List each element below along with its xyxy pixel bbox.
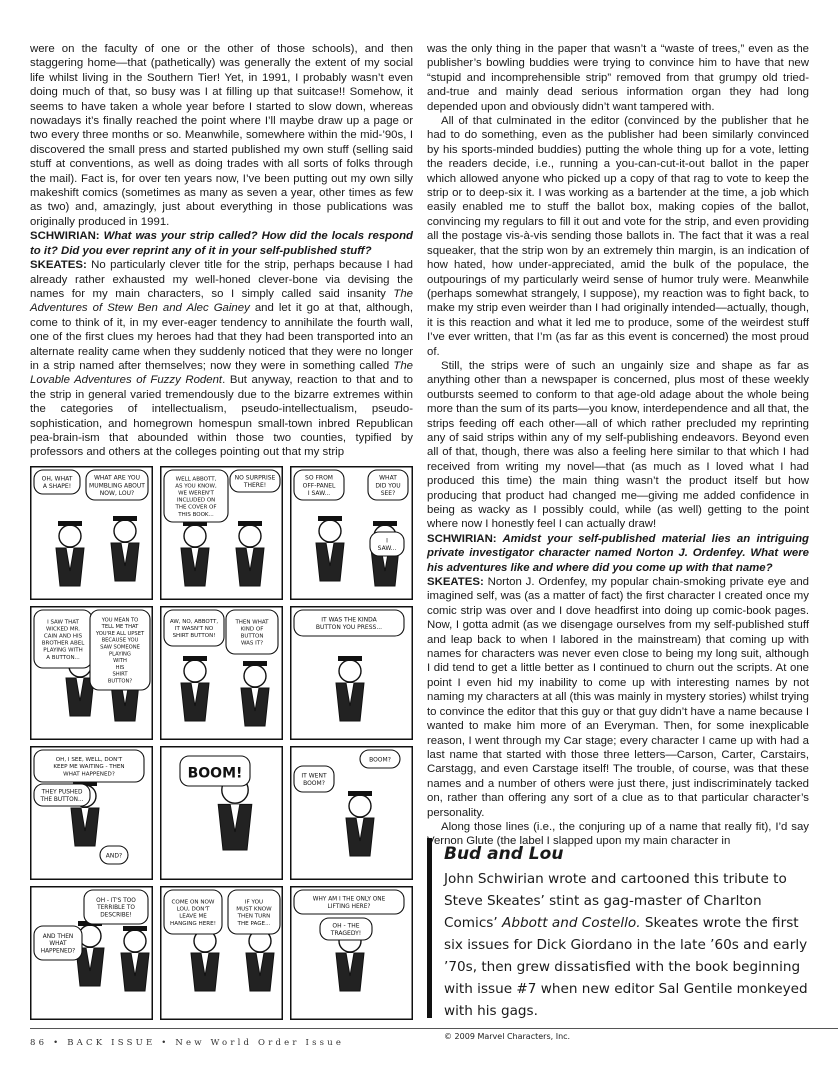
answer-text-1: No particularly clever title for the strip, perhaps because I had already rather exhausted my well-honed clever-bone via devising the names for my main characters, so I simply called said insanity <box>30 259 413 300</box>
balloon-text: THE BUTTON... <box>40 796 84 803</box>
balloon-text: I <box>386 537 388 545</box>
balloon-text: SHIRT BUTTON! <box>172 633 216 640</box>
balloon-text: SAW SOMEONE <box>100 644 140 651</box>
cartoon-head <box>244 665 266 687</box>
balloon-text: WHAT <box>49 941 67 948</box>
balloon-text: BUTTON <box>240 633 264 640</box>
cartoon-head <box>114 520 136 542</box>
balloon-text: THEY PUSHED <box>41 789 83 796</box>
question-text: What was your strip called? How did the locals respond to it? Did you ever reprint any of it in your self-published stuff? <box>30 230 413 257</box>
balloon-text: SO FROM <box>305 474 333 482</box>
cartoon-hat <box>123 926 147 931</box>
comic-svg <box>30 466 413 1024</box>
cartoon-head <box>124 930 146 952</box>
cartoon-head <box>339 660 361 682</box>
balloon-text: YOU'RE ALL UPSET <box>95 630 145 637</box>
balloon-text: OH, WHAT <box>41 475 73 483</box>
balloon-text: KIND OF <box>240 626 264 633</box>
left-answer <box>30 258 413 460</box>
balloon-text: MUMBLING ABOUT <box>89 482 145 490</box>
balloon-text: OH, I SEE, WELL, DON'T <box>55 756 123 763</box>
balloon-text: THERE! <box>243 482 267 490</box>
balloon-text: THE PAGE... <box>237 920 271 927</box>
strip-title: The Adventures of Stew Ben and Alec Gainey <box>30 287 413 315</box>
right-paragraph-4: Along those lines (i.e., the conjuring up of a name that really fit), I’d say Vernon Glute (the label I slapped upon my main character in <box>427 820 809 848</box>
balloon-text: WICKED MR. <box>45 626 81 633</box>
question-speaker: SCHWIRIAN: <box>30 230 100 243</box>
balloon-text: BUTTON YOU PRESS... <box>315 624 383 632</box>
balloon-text: IT WENT <box>301 772 327 780</box>
sidebar-title: Bud and Lou <box>444 844 564 864</box>
cartoon-head <box>239 525 261 547</box>
balloon-text: AW, NO, ABBOTT, <box>169 618 219 625</box>
balloon-text: BECAUSE YOU <box>101 637 139 644</box>
cartoon-hat <box>183 656 207 661</box>
balloon-text: NO SURPRISE <box>234 474 276 482</box>
left-column <box>30 42 413 460</box>
balloon-text: OH - THE <box>332 922 360 930</box>
cartoon-hat <box>373 521 397 526</box>
balloon-text: HANGING HERE! <box>170 920 216 927</box>
balloon-text: TRAGEDY! <box>330 930 362 938</box>
footer-rule <box>30 1028 838 1029</box>
balloon-text: MUST KNOW <box>236 906 272 913</box>
sound-effect: BOOM! <box>187 765 243 782</box>
balloon-text: HIS <box>115 664 125 671</box>
balloon-text: SHIRT <box>112 671 128 678</box>
cartoon-head <box>59 525 81 547</box>
sidebar-body-2: Skeates wrote the first six issues for Dick Giordano in the late ’60s and early ’70s, then grew dissatisfied with the book beginning with issue #7 when new editor Sal Gentile monkeyed with his gags. <box>444 915 808 1019</box>
balloon-text: BOOM? <box>369 756 391 764</box>
balloon-text: THEN TURN <box>237 913 271 920</box>
balloon-text: PLAYING <box>109 651 131 658</box>
balloon-text: WITH <box>113 658 127 665</box>
answer-speaker: SKEATES: <box>30 259 87 272</box>
balloon-text: AND? <box>105 852 123 860</box>
balloon-text: I SAW THAT <box>47 619 79 626</box>
balloon-text: THE COVER OF <box>175 504 217 511</box>
right-paragraph-3: Still, the strips were of such an ungainly size and shape as far as anything other than a newspaper is concerned, plus most of these weekly outbursts seemed to conform to that age-old adage about the whole being more than the sum of its parts—you know, interdependence and all that, the strips feeding off each other—all of which rather precluded my reprinting any of said strips within any of my self-publishing endeavors. Beyond even all of that, though, there was also a feeling here similar to that which I had received from writing my novel—that (as much as I loved what I had produced this time) the main thing wasn’t the product itself but how producing that product had changed me—giving me added confidence in being as wacky as I possibly could, while (as well) getting to the point where now I honestly feel I can actually draw! <box>427 359 809 531</box>
left-paragraph-1: were on the faculty of one or the other of those schools), and then staggering home—that (pathetically) was generally the extent of my social life whilst living in the Southern Tier! Yet, in 1991, I probably wasn’t even doing much of that, so busy was I at filling up that suitcase!! Somehow, it seems to have taken a whole year before I started to slow down, whereas nowadays it’s finally reached the point where I’ll maybe draw up a page or two every three months or so. Meanwhile, somewhere within the mid-’90s, I discovered the small press and started published my own stuff (selling said stuff at conventions, as well as doing trades with all sorts of folks through the mail). Fact is, for over ten years now, I’ve been putting out my own silly makeshift comics (sometimes as many as seven a year, other times as few as two) and, amazingly, just about everything in those publications was originally produced in 1991. <box>30 43 413 228</box>
balloon-text: INCLUDED ON <box>176 497 216 504</box>
balloon-text: AS YOU KNOW, <box>175 483 217 490</box>
answer-text-2: and let it go at that, although, come to think of it, in my ever-eager tendency to annihilate the fourth wall, one of the first clues my heroes had that they had been transported into an alternate reality came when they suddenly noticed that they were no longer in a strip named after themselves; now they were in something called <box>30 302 413 372</box>
right-paragraph-2: All of that culminated in the editor (convinced by the publisher that he had to do something, even as the publisher had been similarly convinced by his sports-minded buddies) putting the whole thing up for a vote, letting the readers decide, i.e., running a you-can-cut-it-out ballot in the paper which allowed anyone who picked up a copy of that rag to vote to keep the strip or to deep-six it. I was working as a bartender at the time, a job which easily enabled me to stuff the ballot box, making copies of the ballot, convincing my regulars to fill it out and vote for the strip, and even providing all the postage vis-à-vis sending those ballots in. The fact that it was a real squeaker, that the strip won by an extremely thin margin, is an indication of how hated, how under-appreciated, amid the bulk of the populace, the outpourings of my particularly weird sense of humor truly were. Meanwhile (perhaps somewhat strangely, I suppose), my reaction was to fight back, to make my strip even weirder than I had originally intended—actually, though, it is this reaction and what it led me to produce, some of the weirdest stuff I’ve ever written, that I’m (as far as this event is concerned) the most proud of. <box>427 115 809 358</box>
balloon-text: WAS IT? <box>240 640 264 647</box>
balloon-text: NOW, LOU? <box>99 489 135 497</box>
balloon-text: I SAW... <box>307 489 331 497</box>
balloon-text: HAPPENED? <box>40 948 76 955</box>
alternate-strip-title: The Lovable Adventures of Fuzzy Rodent <box>30 359 413 387</box>
cartoon-hat <box>113 516 137 521</box>
question-speaker: SCHWIRIAN: <box>427 532 497 545</box>
balloon-text: KEEP ME WAITING - THEN <box>53 764 125 771</box>
balloon-text: DESCRIBE! <box>100 912 132 919</box>
cartoon-hat <box>348 791 372 796</box>
page-footer: 86 • BACK ISSUE • New World Order Issue <box>30 1038 345 1048</box>
balloon-text: WHAT HAPPENED? <box>63 771 115 778</box>
sidebar-body-1: John Schwirian wrote and cartooned this tribute to Steve Skeates’ stint as gag-master of Charlton Comics’ <box>444 871 787 931</box>
sidebar-body <box>444 868 809 1022</box>
right-answer <box>427 575 809 820</box>
cartoon-hat <box>318 516 342 521</box>
balloon-text: COME ON NOW <box>171 899 215 906</box>
balloon-text: WELL ABBOTT, <box>175 476 217 483</box>
balloon-text: LIFTING HERE? <box>327 903 371 910</box>
balloon-text: OH - IT'S TOO <box>96 897 136 904</box>
balloon-text: TELL ME THAT <box>101 624 139 631</box>
balloon-text: BUTTON? <box>107 678 133 685</box>
copyright-notice: © 2009 Marvel Characters, Inc. <box>444 1032 571 1041</box>
balloon-text: SEE? <box>380 489 396 497</box>
cartoon-head <box>184 660 206 682</box>
balloon-text: WHY AM I THE ONLY ONE <box>312 896 386 903</box>
cartoon-head <box>184 525 206 547</box>
balloon-text: OFF-PANEL <box>302 482 336 490</box>
balloon-text: A SHAPE! <box>42 483 72 491</box>
balloon-text: IF YOU <box>244 899 264 906</box>
cartoon-hat <box>238 521 262 526</box>
balloon-text: AND THEN <box>42 933 74 940</box>
balloon-text: WE WEREN'T <box>178 490 214 497</box>
balloon-text: DID YOU <box>375 482 401 490</box>
question-text: Amidst your self-published material lies an intriguing private investigator character named Norton J. Ordenfey. What were his adventures like and where did you come up with that name? <box>427 532 809 574</box>
balloon-text: PLAYING WITH <box>43 647 83 654</box>
balloon-text: IT WAS THE KINDA <box>321 616 377 624</box>
balloon-text: BOOM? <box>303 780 325 788</box>
answer-text: Norton J. Ordenfey, my popular chain-smoking private eye and imagined self, was (as a matter of fact) the first character I created once my comic strip was over and I dove headfirst into doing up comic-book pages. Now, I gotta admit (as we disengage ourselves from my self-published stuff and leap back to when I labored in the mainstream) that coming up with names for characters was never even close to being my long suit, although I did tend to get a little better as I continued to churn out the scripts. At one point I even hid my inability to come up with interesting names by not naming my characters at all (this was mainly in mystery stories) whilst trying to convince the editor that this guy or that guy didn’t have a name because I wanted to make him more of an Everyman. Then, for some inexplicable reason, I went through my Car stage; every character I came up with had a last name that started with those three letters—Carson, Carter, Carstairs, Carstagg, and even Carstage itself! The trouble, of course, was that these names and a number of others were just there, just indiscriminately tacked on, rather than offering any sort of a clue as to that particular character’s personality. <box>427 576 809 819</box>
right-question <box>427 532 809 575</box>
cartoon-head <box>349 795 371 817</box>
right-paragraph-1: was the only thing in the paper that wasn’t a “waste of trees,” even as the publisher’s bowling buddies were trying to convince him to have that new “stupid and incomprehensible strip” removed from that grumpy old tried-and-true and mainly dead serious information organ they had long depended upon and obviously didn’t want tampered with. <box>427 43 809 113</box>
balloon-text: IT WASN'T NO <box>174 626 214 633</box>
cartoon-hat <box>243 661 267 666</box>
comic-strip <box>30 466 413 1024</box>
balloon-text: WHAT <box>379 474 397 482</box>
left-question <box>30 229 413 258</box>
balloon-text: TERRIBLE TO <box>97 905 135 912</box>
cartoon-hat <box>338 656 362 661</box>
balloon-text: THEN WHAT <box>235 619 269 626</box>
balloon-text: WHAT ARE YOU <box>93 474 141 482</box>
cartoon-head <box>319 520 341 542</box>
answer-speaker: SKEATES: <box>427 576 484 589</box>
balloon-text: YOU MEAN TO <box>101 617 139 624</box>
sidebar-book-title: Abbott and Costello. <box>502 915 641 931</box>
right-column <box>427 42 809 849</box>
balloon-text: LEAVE ME <box>179 913 207 920</box>
balloon-text: CAIN AND HIS <box>43 633 83 640</box>
balloon-text: SAW... <box>377 545 397 553</box>
sidebar-box <box>427 838 809 1041</box>
answer-text-3: . But anyway, reaction to that and to the strip in general varied tremendously due to the bizarre extremes within the categories of intellectualism, pseudo-intellectualism, pseudo-sophistication, and homegrown homespun small-town inbred Republican pea-brain-ism that abounded within those two counties, typified by professors and others at the colleges pointing out that my strip <box>30 374 413 459</box>
balloon-text: A BUTTON... <box>46 654 80 661</box>
balloon-text: THIS BOOK... <box>178 511 214 518</box>
cartoon-hat <box>58 521 82 526</box>
balloon-text: BROTHER ABEL <box>41 640 85 647</box>
balloon-text: LOU, DON'T <box>176 906 210 913</box>
